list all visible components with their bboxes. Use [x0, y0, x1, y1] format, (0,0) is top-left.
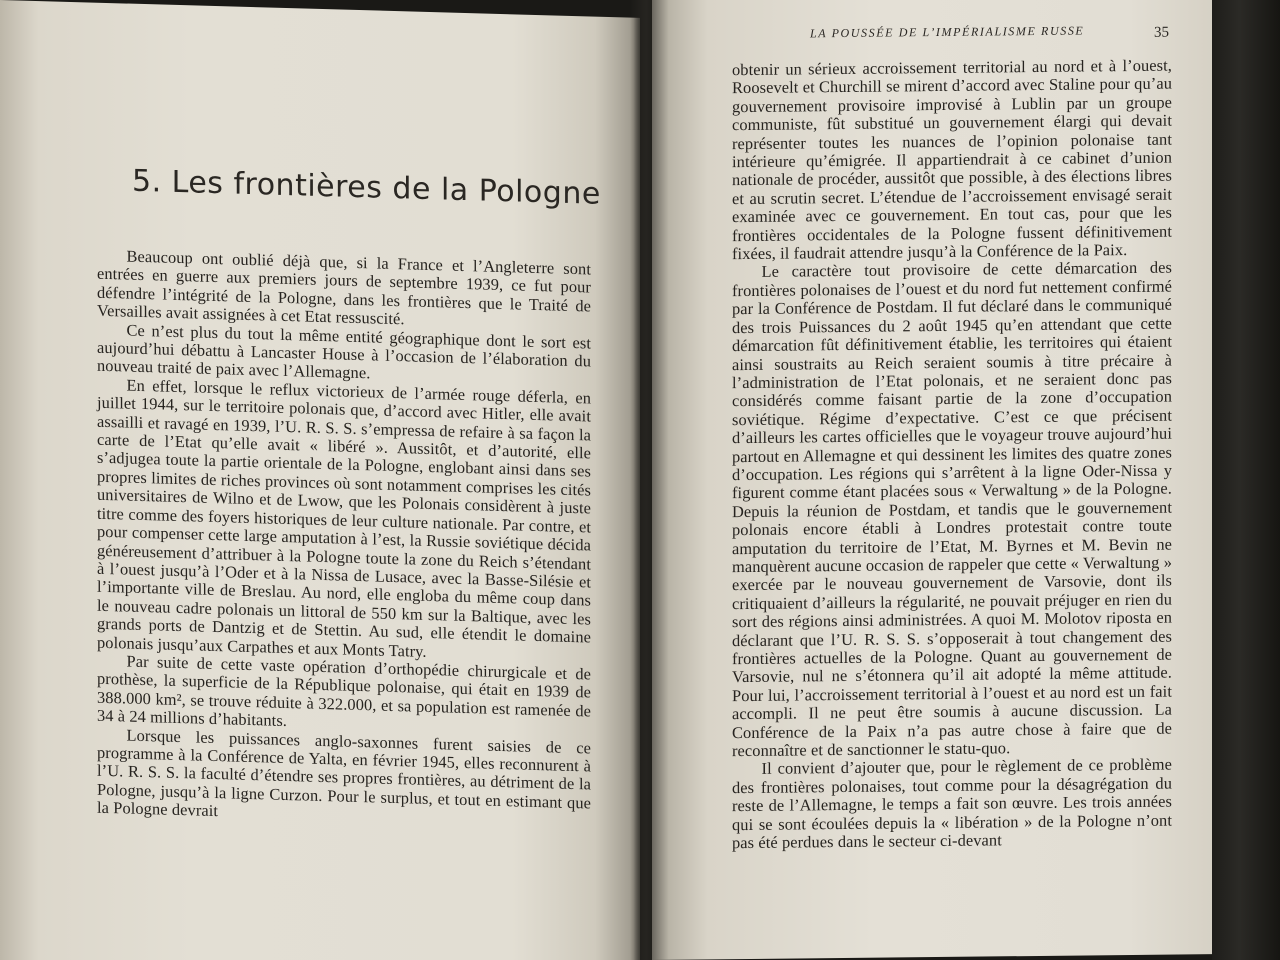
- paragraph: Par suite de cette vaste opération d’orthopédie chirurgicale et de prothèse, la superficie de la République polonaise, qui était en 1939 de 388.000 km², se trouve réduite à 322.000, et sa population est ramenée de 34 à 24 millions d’habitants.: [97, 651, 591, 731]
- paragraph: Ce n’est plus du tout la même entité géographique dont le sort est aujourd’hui débattu à Lancaster House à l’occasion de l’élaboration du nouveau traité de paix avec l’Allemagne.: [97, 320, 591, 383]
- paragraph: Le caractère tout provisoire de cette démarcation des frontières polonaises de l’ouest et du nord fut nettement confirmé par la Conférence de Postdam. Il fut déclaré dans le communiqué des trois Puissances du 2 août 1945 qu’en attendant que cette démarcation fût définitivement établie, les territoires qui étaient ainsi soustraits au Reich seraient soumis à titre précaire à l’administration de l’Etat polonais, et ne seraient donc pas considérés comme faisant partie de la zone d’occupation soviétique. Régime d’expectative. C’est ce que précisent d’ailleurs les cartes officielles que le voyageur trouve aujourd’hui partout en Allemagne et qui dessinent les limites des quatre zones d’occupation. Les régions qui s’arrêtent à la ligne Oder-Nissa y figurent comme étant placées sous « Verwaltung » de la Pologne. Depuis la réunion de Postdam, et tandis que le gouvernement polonais encore établi à Londres protestait contre toute amputation du territoire de l’Etat, M. Byrnes et M. Bevin ne manquèrent aucune occasion de rappeler que cette « Verwaltung » exercée par le nouveau gouvernement de Varsovie, dont ils critiquaient d’ailleurs la régularité, ne pouvait préjuger en rien du sort des régions ainsi administrées. A quoi M. Molotov riposta en déclarant que l’U. R. S. S. s’opposerait à tout changement des frontières actuelles de la Pologne. Quant au gouvernement de Varsovie, nul ne s’étonnera qu’il ait adopté la même attitude. Pour lui, l’accroissement territorial à l’ouest et au nord est un fait accompli. Il ne peut être soumis à aucune discussion. La Conférence de la Paix n’a pas autre chose à faire que de reconnaître et de sanctionner le statu-quo.: [732, 258, 1172, 761]
- running-head: LA POUSSÉE DE L’IMPÉRIALISME RUSSE: [810, 23, 1085, 41]
- left-page-body: [97, 247, 591, 831]
- chapter-title: 5. Les frontières de la Pologne: [132, 163, 601, 212]
- paragraph: En effet, lorsque le reflux victorieux de l’armée rouge déferla, en juillet 1944, sur le territoire polonais que, d’accord avec Hitler, elle avait assailli et ravagé en 1939, l’U. R. S. S. s’empressa de refaire à sa façon la carte de l’Etat qu’elle avait « libéré ». Aussitôt, et d’autorité, elle s’adjugea toute la partie orientale de la Pologne, englobant ainsi dans ses propres limites de riches provinces où sont notamment comprises les cités universitaires de Wilno et de Lwow, que les Polonais considèrent à juste titre comme des foyers historiques de leur culture nationale. Par contre, et pour compenser cette large amputation à l’est, la Russie soviétique décida généreusement d’attribuer à la Pologne toute la zone du Reich s’étendant à l’ouest jusqu’à l’Oder et à la Nissa de Lusace, avec la Basse-Silésie et l’importante ville de Breslau. Au nord, elle engloba du même coup dans le nouveau cadre polonais un littoral de 550 km sur la Baltique, avec les grands ports de Dantzig et de Stettin. Au sud, elle étendit le domaine polonais jusqu’aux Carpathes et aux Monts Tatry.: [97, 375, 591, 661]
- paragraph: Beaucoup ont oublié déjà que, si la France et l’Angleterre sont entrées en guerre aux premiers jours de septembre 1939, ce fut pour défendre l’intégrité de la Pologne, dans les frontières que le Traité de Versailles avait assignées à cet Etat ressuscité.: [97, 246, 591, 329]
- paragraph: obtenir un sérieux accroissement territorial au nord et à l’ouest, Roosevelt et Churchill se mirent d’accord avec Staline pour qu’au gouvernement provisoire improvisé à Lublin par un groupe communiste, fût substitué un gouvernement élargi qui devait représenter toutes les nuances de l’opinion polonaise tant intérieure qu’émigrée. Il appartiendrait à ce cabinet d’union nationale de procéder, aussitôt que possible, à des élections libres et au scrutin secret. L’étendue de l’accroissement envisagé serait examinée avec ce gouvernement. En tout cas, pour que les frontières occidentales de la Pologne fussent définitivement fixées, il faudrait attendre jusqu’à la Conférence de la Paix.: [732, 55, 1172, 264]
- paragraph: Il convient d’ajouter que, pour le règlement de ce problème des frontières polonaises, tout comme pour la désagrégation du reste de l’Allemagne, le temps a fait son œuvre. Les trois années qui se sont écoulées depuis la « libération » de la Pologne n’ont pas été perdues dans le secteur ci-devant: [732, 754, 1172, 853]
- page-stack-edge: [1212, 0, 1280, 960]
- right-page: [652, 0, 1212, 960]
- page-number: 35: [1154, 24, 1169, 41]
- right-page-body: [732, 57, 1172, 853]
- paragraph: Lorsque les puissances anglo-saxonnes furent saisies de ce programme à la Conférence de Yalta, en février 1945, elles reconnurent à l’U. R. S. S. la faculté d’étendre ses propres frontières, au détriment de la Pologne, jusqu’à la ligne Curzon. Pour le surplus, et tout en estimant que la Pologne devrait: [97, 725, 591, 821]
